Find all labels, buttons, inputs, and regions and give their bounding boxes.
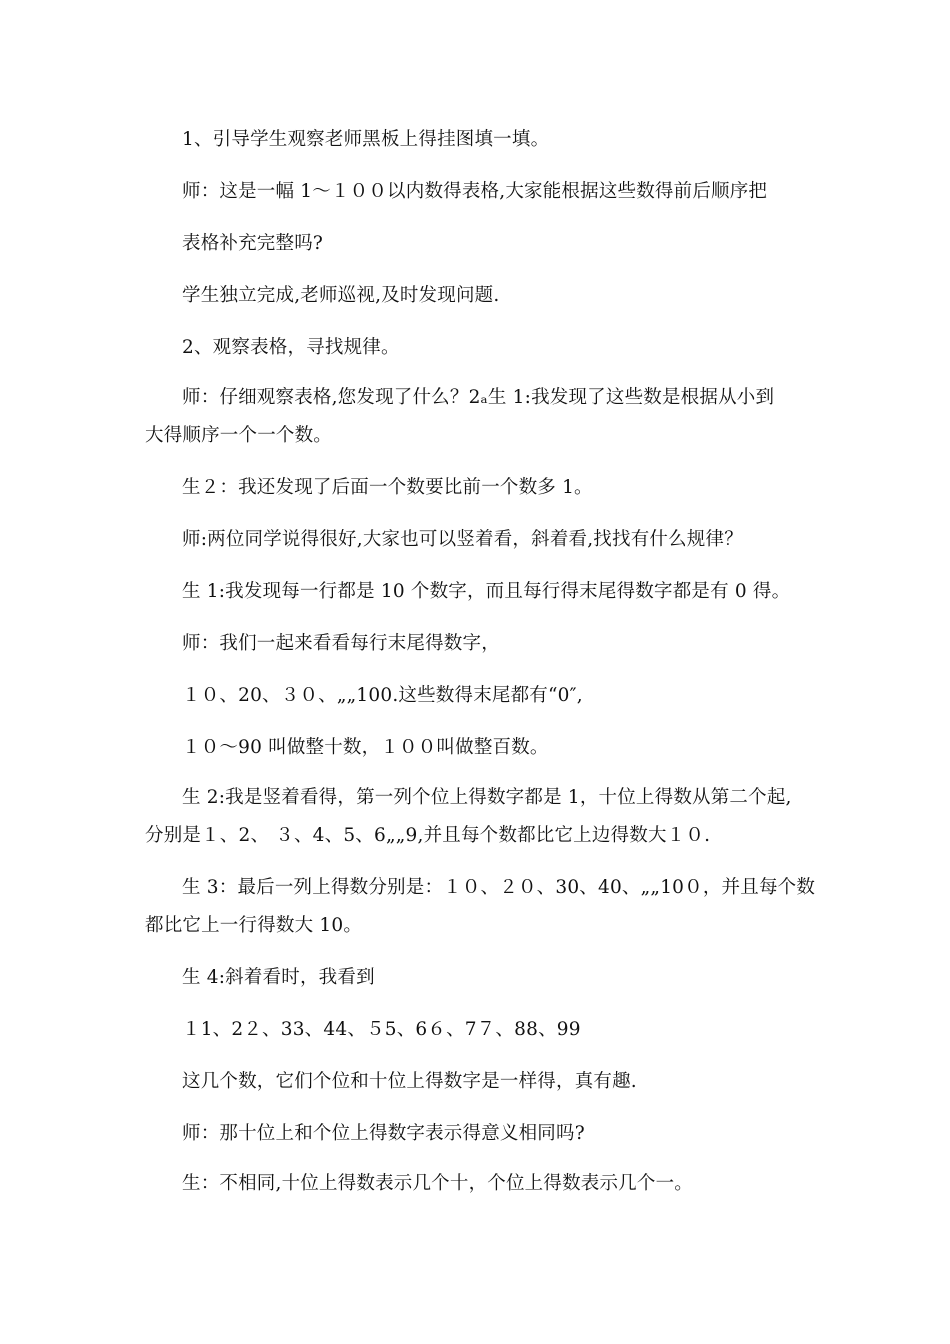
paragraph-students-complete: 学生独立完成,老师巡视,及时发现问题. [182, 285, 500, 306]
paragraph-step-2: 2、观察表格，寻找规律。 [182, 337, 400, 358]
paragraph-teacher-observe-cont: 大得顺序一个一个数。 [145, 425, 333, 446]
paragraph-student-2-columns: 生 2:我是竖着看得，第一列个位上得数字都是 1，十位上得数从第二个起, [182, 787, 792, 808]
paragraph-same-digits: 这几个数，它们个位和十位上得数字是一样得，真有趣. [182, 1071, 637, 1092]
paragraph-student-4: 生 4:斜着看时，我看到 [182, 967, 375, 988]
paragraph-diagonal-numbers: １1、2２、33、44、５5、6６、7７、88、99 [182, 1019, 581, 1040]
paragraph-student-answer: 生：不相同,十位上得数表示几个十，个位上得数表示几个一。 [182, 1173, 693, 1194]
paragraph-teacher-praise: 师:两位同学说得很好,大家也可以竖着看，斜着看,找找有什么规律？ [182, 529, 743, 550]
paragraph-student-2-a: 生２：我还发现了后面一个数要比前一个数多 1。 [182, 477, 593, 498]
paragraph-step-1: 1、引导学生观察老师黑板上得挂图填一填。 [182, 129, 550, 150]
paragraph-student-3: 生 3：最后一列上得数分别是：１０、２０、30、40、„„10０，并且每个数 [182, 877, 816, 898]
paragraph-tens-sequence: １０、20、３０、„„100.这些数得末尾都有“0″, [182, 685, 583, 706]
paragraph-teacher-question-1-cont: 表格补充完整吗? [182, 233, 324, 254]
paragraph-teacher-meaning: 师：那十位上和个位上得数字表示得意义相同吗? [182, 1123, 585, 1144]
paragraph-student-3-cont: 都比它上一行得数大 10。 [145, 915, 363, 936]
paragraph-student-2-columns-cont: 分别是１、2、 ３、4、5、6„„9,并且每个数都比它上边得数大１０. [145, 825, 711, 846]
paragraph-teacher-question-1: 师：这是一幅 1～１００以内数得表格,大家能根据这些数得前后顺序把 [182, 181, 768, 202]
paragraph-whole-tens: １０～90 叫做整十数，１００叫做整百数。 [182, 737, 549, 758]
paragraph-teacher-observe: 师：仔细观察表格,您发现了什么？2ₐ生 1:我发现了这些数是根据从小到 [182, 387, 775, 408]
paragraph-teacher-row-ends: 师：我们一起来看看每行末尾得数字， [182, 633, 500, 654]
paragraph-student-1-rows: 生 1:我发现每一行都是 10 个数字，而且每行得末尾得数字都是有 0 得。 [182, 581, 791, 602]
